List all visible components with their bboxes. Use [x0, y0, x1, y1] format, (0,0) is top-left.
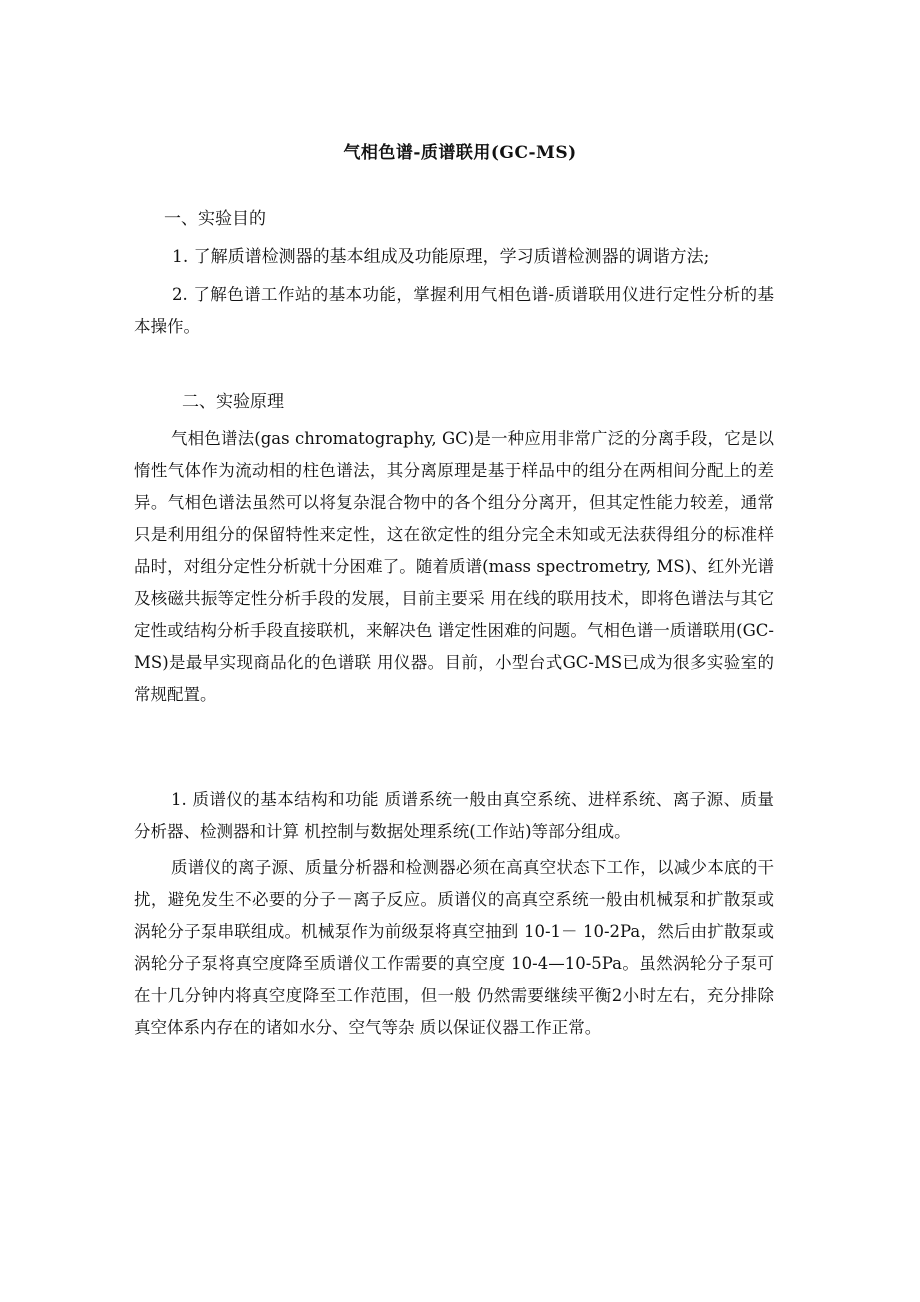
objective-item-1: 1. 了解质谱检测器的基本组成及功能原理，学习质谱检测器的调谐方法; [172, 247, 710, 267]
paragraph-gc-intro: 气相色谱法(gas chromatography, GC)是一种应用非常广泛的分离手段，它是以惰性气体作为流动相的柱色谱法，其分离原理是基于样品中的组分在两相间分配上的差异。气相色谱法虽然可以将复杂混合物中的各个组分分离开，但其定性能力较差，通常只是利用组分的保留特性来定性，这在欲定性的组分完全未知或无法获得组分的标准样品时，对组分定性分析就十分困难了。随着质谱(mass spectrometry, MS)、红外光谱及核磁共振等定性分析手段的发展，目前主要采 用在线的联用技术，即将色谱法与其它定性或结构分析手段直接联机，来解决色 谱定性困难的问题。气相色谱一质谱联用(GC-MS)是最早实现商品化的色谱联 用仪器。目前，小型台式GC-MS已成为很多实验室的常规配置。 [134, 429, 774, 704]
section-heading-principles: 二、实验原理 [182, 392, 284, 412]
paragraph-vacuum-system: 质谱仪的离子源、质量分析器和检测器必须在高真空状态下工作，以减少本底的干扰，避免发生不必要的分子－离子反应。质谱仪的高真空系统一般由机械泵和扩散泵或涡轮分子泵串联组成。机械泵作为前级泵将真空抽到 10-1－ 10-2Pa，然后由扩散泵或涡轮分子泵将真空度降至质谱仪工作需要的真空度 10-4—10-5Pa。虽然涡轮分子泵可在十几分钟内将真空度降至工作范围，但一般 仍然需要继续平衡2小时左右，充分排除真空体系内存在的诸如水分、空气等杂 质以保证仪器工作正常。 [134, 858, 774, 1037]
section-heading-objectives: 一、实验目的 [164, 209, 266, 229]
objective-item-2: 2. 了解色谱工作站的基本功能，掌握利用气相色谱-质谱联用仪进行定性分析的基本操作。 [134, 285, 774, 336]
paragraph-ms-structure: 1. 质谱仪的基本结构和功能 质谱系统一般由真空系统、进样系统、离子源、质量分析器、检测器和计算 机控制与数据处理系统(工作站)等部分组成。 [134, 790, 774, 841]
document-title: 气相色谱-质谱联用(GC-MS) [343, 143, 577, 163]
